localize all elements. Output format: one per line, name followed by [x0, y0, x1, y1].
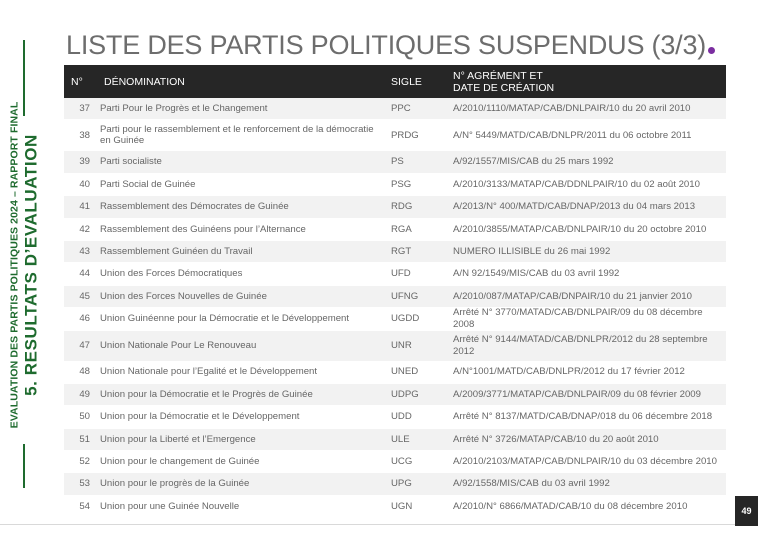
cell-name: Union des Forces Démocratiques [100, 268, 243, 280]
page-number: 49 [735, 496, 758, 526]
cell-sigle: UGDD [391, 313, 420, 325]
cell-sigle: PPC [391, 102, 411, 114]
table-row [64, 98, 726, 120]
cell-agrement: Arrêté N° 8137/MATD/CAB/DNAP/018 du 06 décembre 2018 [453, 411, 713, 423]
cell-num: 39 [79, 156, 90, 168]
table-row [64, 120, 726, 151]
cell-num: 40 [79, 178, 90, 190]
cell-agrement: A/2010/3133/MATAP/CAB/DDNLPAIR/10 du 02 août 2010 [453, 178, 700, 190]
cell-name: Parti socialiste [100, 156, 162, 168]
cell-sigle: UDD [391, 411, 412, 423]
table-row [64, 219, 726, 241]
table-body [64, 98, 726, 518]
header-sigle: SIGLE [391, 75, 422, 88]
cell-name: Union Nationale pour l’Egalité et le Développement [100, 366, 318, 378]
cell-agrement: A/2009/3771/MATAP/CAB/DNLPAIR/09 du 08 février 2009 [453, 388, 701, 400]
table-row [64, 406, 726, 428]
side-rule-bottom [23, 444, 25, 488]
cell-num: 47 [79, 339, 90, 351]
cell-num: 46 [79, 313, 90, 325]
table-row [64, 263, 726, 285]
cell-agrement: A/2013/N° 400/MATD/CAB/DNAP/2013 du 04 mars 2013 [453, 201, 696, 213]
cell-name: Union pour la Démocratie et le Progrès de Guinée [100, 388, 313, 400]
table-row [64, 384, 726, 406]
cell-name: Parti Social de Guinée [100, 178, 196, 190]
cell-num: 45 [79, 290, 90, 302]
cell-agrement: A/2010/087/MATAP/CAB/DNPAIR/10 du 21 janvier 2010 [453, 290, 692, 302]
cell-name: Rassemblement des Guinéens pour l’Alternance [100, 223, 306, 235]
cell-name: Union pour le changement de Guinée [100, 456, 260, 468]
cell-agrement: NUMERO ILLISIBLE du 26 mai 1992 [453, 245, 611, 257]
cell-sigle: RGT [391, 245, 412, 257]
cell-agrement: A/2010/1110/MATAP/CAB/DNLPAIR/10 du 20 avril 2010 [453, 102, 691, 114]
cell-name: Union Nationale Pour Le Renouveau [100, 339, 257, 351]
cell-num: 48 [79, 366, 90, 378]
cell-sigle: UDPG [391, 388, 419, 400]
cell-name: Union pour une Guinée Nouvelle [100, 500, 240, 512]
section-title: 5. RESULTATS D’EVALUATION [21, 134, 41, 396]
cell-num: 43 [79, 245, 90, 257]
cell-name: Union Guinéenne pour la Démocratie et le Développement [100, 313, 350, 325]
cell-sigle: ULE [391, 433, 410, 445]
side-band [0, 0, 50, 534]
header-agrement-line1: N° AGRÉMENT ET [453, 69, 543, 82]
cell-sigle: UCG [391, 456, 413, 468]
header-num: N° [71, 75, 83, 88]
cell-agrement: A/2010/3855/MATAP/CAB/DNLPAIR/10 du 20 octobre 2010 [453, 223, 707, 235]
cell-agrement: A/2010/N° 6866/MATAD/CAB/10 du 08 décembre 2010 [453, 500, 688, 512]
cell-name: Union des Forces Nouvelles de Guinée [100, 290, 267, 302]
accent-dot [708, 47, 715, 54]
header-name: DÉNOMINATION [104, 75, 185, 88]
cell-num: 53 [79, 478, 90, 490]
cell-agrement: A/2010/2103/MATAP/CAB/DNLPAIR/10 du 03 décembre 2010 [453, 456, 717, 468]
header-agrement [447, 70, 726, 94]
cell-sigle: UFNG [391, 290, 419, 302]
table-row [64, 308, 726, 330]
cell-sigle: RDG [391, 201, 413, 213]
table-row [64, 429, 726, 451]
cell-sigle: UFD [391, 268, 411, 280]
cell-num: 50 [79, 411, 90, 423]
cell-name: Parti Pour le Progrès et le Changement [100, 102, 268, 114]
parties-table [64, 65, 726, 518]
cell-num: 52 [79, 456, 90, 468]
cell-sigle: RGA [391, 223, 412, 235]
cell-num: 49 [79, 388, 90, 400]
cell-num: 54 [79, 500, 90, 512]
table-row [64, 473, 726, 495]
cell-num: 37 [79, 102, 90, 114]
cell-num: 42 [79, 223, 90, 235]
table-row [64, 174, 726, 196]
cell-agrement: A/92/1557/MIS/CAB du 25 mars 1992 [453, 156, 614, 168]
page-title-text: LISTE DES PARTIS POLITIQUES SUSPENDUS (3/3) [66, 30, 707, 60]
cell-num: 51 [79, 433, 90, 445]
side-heading [9, 102, 42, 429]
cell-sigle: PRDG [391, 129, 419, 141]
cell-name: Union pour la Liberté et l’Emergence [100, 433, 256, 445]
table-row [64, 496, 726, 518]
cell-sigle: UNED [391, 366, 419, 378]
table-row [64, 451, 726, 473]
table-row [64, 151, 726, 173]
table-row [64, 241, 726, 263]
cell-num: 38 [79, 129, 90, 141]
cell-name: Rassemblement Guinéen du Travail [100, 245, 253, 257]
cell-sigle: PSG [391, 178, 412, 190]
header-agrement-line2: DATE DE CRÉATION [453, 81, 555, 94]
table-row [64, 286, 726, 308]
report-title: EVALUATION DES PARTIS POLITIQUES 2024 – RAPPORT FINAL [8, 101, 21, 429]
cell-sigle: UNR [391, 339, 412, 351]
cell-agrement: A/N°1001/MATD/CAB/DNLPR/2012 du 17 février 2012 [453, 366, 685, 378]
cell-sigle: PS [391, 156, 404, 168]
cell-name: Union pour le progrès de la Guinée [100, 478, 250, 490]
table-row [64, 331, 726, 362]
page-title [66, 30, 715, 61]
table-header [64, 65, 726, 98]
cell-agrement: A/92/1558/MIS/CAB du 03 avril 1992 [453, 478, 610, 490]
cell-name: Union pour la Démocratie et le Développement [100, 411, 300, 423]
table-row [64, 196, 726, 218]
cell-agrement: A/N° 5449/MATD/CAB/DNLPR/2011 du 06 octobre 2011 [453, 129, 692, 141]
cell-num: 41 [79, 201, 90, 213]
cell-agrement: Arrêté N° 9144/MATAD/CAB/DNLPR/2012 du 28 septembre 2012 [453, 334, 708, 357]
cell-name: Parti pour le rassemblement et le renforcement de la démocratie en Guinée [100, 123, 374, 147]
cell-agrement: Arrêté N° 3770/MATAD/CAB/DNLPAIR/09 du 08 décembre 2008 [453, 307, 703, 330]
cell-sigle: UPG [391, 478, 412, 490]
cell-num: 44 [79, 268, 90, 280]
table-row [64, 362, 726, 384]
cell-agrement: Arrêté N° 3726/MATAP/CAB/10 du 20 août 2010 [453, 433, 659, 445]
cell-name: Rassemblement des Démocrates de Guinée [100, 201, 289, 213]
cell-sigle: UGN [391, 500, 413, 512]
cell-agrement: A/N 92/1549/MIS/CAB du 03 avril 1992 [453, 268, 620, 280]
footer-line [0, 524, 758, 525]
